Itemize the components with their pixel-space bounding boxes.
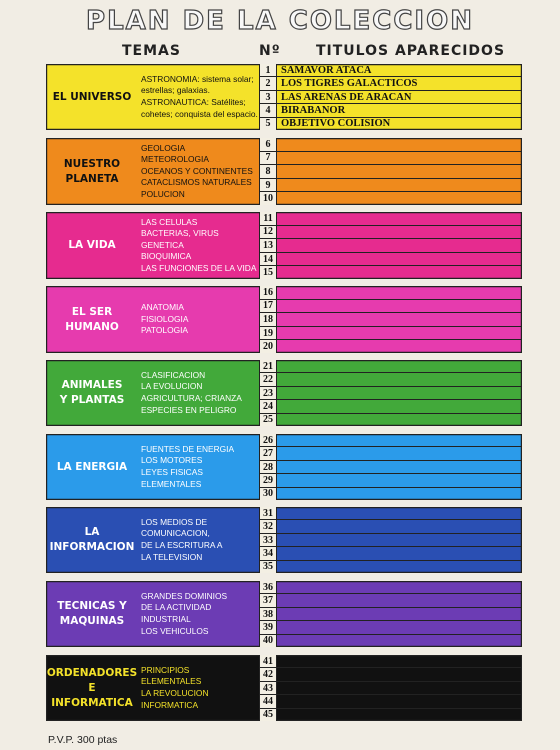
title-row [260,434,522,447]
title-row [260,547,522,560]
topic-item: DE LA ESCRITURA A [141,540,223,550]
title-row [260,300,522,314]
topic-item: PATOLOGIA [141,325,189,336]
topic-item: CLASIFICACION [141,369,206,380]
title-row [260,461,522,474]
issue-number: 23 [260,387,277,399]
topic-item: DE LA ACTIVIDAD [141,602,212,613]
issue-number: 25 [260,414,277,426]
title-rows [259,360,522,426]
title-row [260,212,522,226]
issue-number: 31 [260,507,277,519]
issue-number: 6 [260,138,277,151]
title-rows [259,434,522,500]
title-row [260,179,522,193]
topic-item: POLUCION [141,188,185,199]
title-row [260,387,522,400]
section-name: LA INFORMACION [49,526,135,553]
title-rows [259,286,522,353]
issue-number: 10 [260,192,277,205]
issue-number: 35 [260,561,277,573]
issue-number: 30 [260,488,277,500]
title-row [260,327,522,341]
topic-item: LA TELEVISION [141,551,203,562]
issue-number: 2 [260,77,277,89]
section-topics [138,434,259,500]
issue-number: 17 [260,300,277,313]
issue-number: 42 [260,668,277,680]
topic-item: LA REVOLUCION [141,688,209,698]
topic-item: OCEANOS Y CONTINENTES [141,165,253,176]
section-4 [46,286,522,353]
topic-item: GENETICA [141,239,184,250]
topic-item: METEOROLOGIA [141,154,209,165]
topic-item: LAS FUNCIONES DE LA VIDA [141,262,257,273]
title-row [260,239,522,253]
price-label: P.V.P. 300 ptas [48,734,118,746]
title-row [260,340,522,353]
issue-number: 11 [260,212,277,225]
section-8 [46,581,522,647]
topic-item: INFORMATICA [141,699,199,710]
topic-item: ELEMENTALES [141,676,202,687]
topic-item: LOS VEHICULOS [141,625,209,636]
issue-number: 26 [260,434,277,446]
issue-number: 39 [260,621,277,633]
issue-number: 33 [260,534,277,546]
title-row [260,581,522,594]
title-row [260,668,522,681]
issue-number: 32 [260,520,277,532]
issue-number: 8 [260,165,277,178]
issue-number: 41 [260,655,277,667]
issue-number: 28 [260,461,277,473]
topic-item: BIOQUIMICA [141,251,192,262]
title-row [260,286,522,300]
title-rows [259,507,522,573]
issue-title: OBJETIVO COLISION [281,118,391,130]
issue-number: 40 [260,635,277,647]
title-row [260,360,522,373]
issue-number: 44 [260,695,277,707]
topic-item: LA EVOLUCION [141,381,203,392]
section-name: EL UNIVERSO [52,90,132,103]
issue-number: 36 [260,581,277,593]
title-row [260,534,522,547]
issue-number: 18 [260,313,277,326]
issue-number: 15 [260,266,277,279]
title-row [260,621,522,634]
title-row [260,266,522,279]
issue-number: 38 [260,608,277,620]
title-row [260,77,522,90]
topic-item: LOS MOTORES [141,455,203,466]
title-row [260,104,522,117]
topic-item: ELEMENTALES [141,478,202,489]
title-row [260,474,522,487]
title-row [260,118,522,130]
section-name: TECNICAS Y MAQUINAS [57,600,127,627]
topic-item: PRINCIPIOS [141,664,190,675]
title-row [260,488,522,500]
topic-item: ASTRONOMIA: sistema solar; estrellas; galaxias. [141,73,254,96]
title-row [260,400,522,413]
section-3 [46,212,522,279]
section-5 [46,360,522,426]
issue-number: 9 [260,179,277,192]
section-name: LA ENERGIA [56,460,128,473]
section-topics [138,286,259,353]
issue-number: 19 [260,327,277,340]
title-rows [259,655,522,721]
title-row [260,414,522,426]
section-topics [138,138,259,205]
title-row [260,594,522,607]
section-topics [138,360,259,426]
title-row [260,682,522,695]
issue-number: 16 [260,286,277,299]
issue-number: 24 [260,400,277,412]
section-name: EL SER HUMANO [65,305,119,333]
title-row [260,152,522,166]
topic-item: GEOLOGIA [141,142,186,153]
topic-item: LEYES FISICAS [141,467,203,477]
topic-item: ASTRONAUTICA: Satélites; cohetes; conquista del espacio. [141,97,258,119]
issue-number: 27 [260,447,277,459]
title-row [260,165,522,179]
issue-number: 3 [260,91,277,103]
section-1 [46,64,522,130]
title-row [260,507,522,520]
topic-item: FISIOLOGIA [141,313,189,324]
section-9 [46,655,522,721]
topic-item: LAS CELULAS [141,216,198,227]
title-row [260,226,522,240]
issue-title: BIRABANOR [281,104,346,116]
topic-item: BACTERIAS, VIRUS [141,228,219,239]
topic-item: INDUSTRIAL [141,614,191,624]
title-rows [259,138,522,205]
title-row [260,695,522,708]
issue-title: LAS ARENAS DE ARACAN [281,91,412,103]
title-row [260,91,522,104]
section-name: ORDENADORES E INFORMATICA [46,666,138,709]
title-row [260,635,522,647]
issue-number: 1 [260,64,277,76]
issue-number: 43 [260,682,277,694]
issue-number: 29 [260,474,277,486]
section-name: NUESTRO PLANETA [63,157,121,185]
title-row [260,192,522,205]
section-topics [138,581,259,647]
section-name: ANIMALES Y PLANTAS [59,379,125,406]
issue-number: 34 [260,547,277,559]
title-row [260,709,522,721]
topic-item: GRANDES DOMINIOS [141,590,228,601]
section-topics [138,64,259,130]
title-row [260,373,522,386]
section-topics [138,507,259,573]
issue-title: LOS TIGRES GALACTICOS [281,78,418,90]
section-topics [138,655,259,721]
title-row [260,520,522,533]
section-7 [46,507,522,573]
topic-item: ANATOMIA [141,302,184,313]
topic-item: COMUNICACION, [141,528,210,539]
topic-item: LOS MEDIOS DE [141,516,208,527]
issue-number: 7 [260,152,277,165]
issue-number: 14 [260,253,277,266]
title-rows [259,64,522,130]
section-topics [138,212,259,279]
issue-number: 4 [260,104,277,116]
issue-number: 22 [260,373,277,385]
topic-item: ESPECIES EN PELIGRO [141,404,237,415]
header-temas: TEMAS [122,43,181,59]
topic-item: FUENTES DE ENERGIA [141,443,235,454]
header-titulos: TITULOS APARECIDOS [316,43,506,59]
page-title: PLAN DE LA COLECCION [86,6,474,36]
title-rows [259,212,522,279]
title-rows [259,581,522,647]
issue-number: 12 [260,226,277,239]
issue-number: 5 [260,118,277,130]
title-row [260,253,522,267]
title-row [260,313,522,327]
issue-title: SAMAVOR ATACA [281,64,372,76]
title-row [260,655,522,668]
title-row [260,608,522,621]
issue-number: 20 [260,340,277,353]
topic-item: AGRICULTURA; CRIANZA [141,393,242,403]
title-row [260,447,522,460]
title-row [260,138,522,152]
title-row [260,561,522,573]
topic-item: CATACLISMOS NATURALES [141,177,252,188]
section-2 [46,138,522,205]
issue-number: 45 [260,709,277,721]
header-numero: Nº [259,43,281,59]
issue-number: 21 [260,360,277,372]
issue-number: 37 [260,594,277,606]
title-row [260,64,522,77]
section-name: LA VIDA [68,239,116,251]
section-6 [46,434,522,500]
issue-number: 13 [260,239,277,252]
